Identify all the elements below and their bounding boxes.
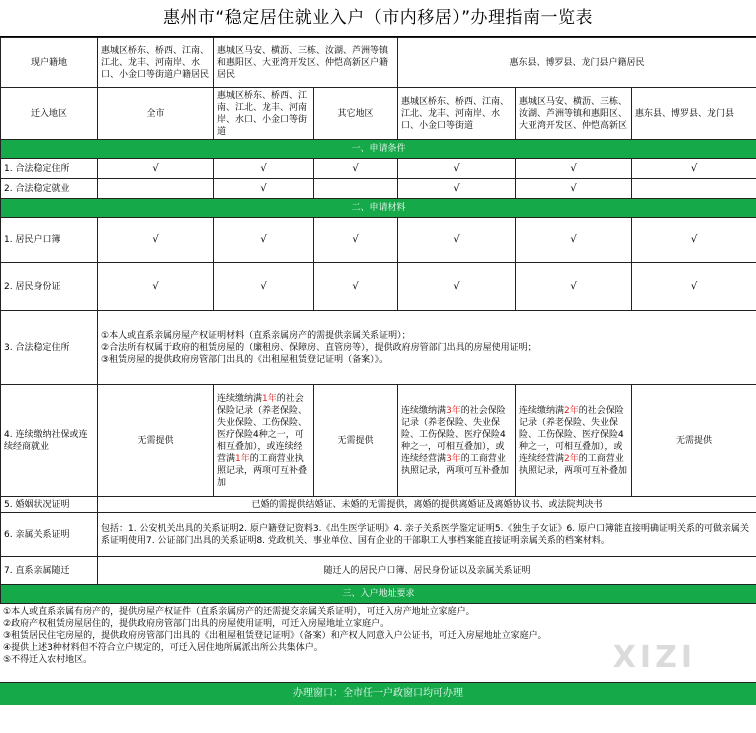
row-mat-3	[1, 311, 756, 385]
hukou-col-2: 惠城区马安、横沥、三栋、汝湖、芦洲等镇和惠阳区、大亚湾开发区、仲恺高新区户籍居民	[214, 38, 398, 88]
check-mark: √	[98, 159, 214, 179]
address-line: ④提供上述3种材料但不符合立户规定的，可迁入居住地所属派出所公共集体户。	[3, 643, 323, 653]
move-col-3: 其它地区	[314, 88, 398, 140]
row-mat-7	[1, 557, 756, 585]
mat-5-label: 5. 婚姻状况证明	[1, 497, 98, 513]
hukou-label: 现户籍地	[1, 38, 98, 88]
move-col-2: 惠城区桥东、桥西、江南、江北、龙丰、河南岸、水口、小金口等街道	[214, 88, 314, 140]
check-mark: √	[98, 263, 214, 311]
address-line: ②政府产权租赁房屋居住的，提供政府房管部门出具的房屋使用证明，可迁入房屋地址立家庭户。	[3, 619, 390, 629]
row-hukou	[1, 38, 756, 88]
row-move	[1, 88, 756, 140]
move-col-1: 全市	[98, 88, 214, 140]
check-mark: √	[516, 218, 632, 263]
row-mat-5	[1, 497, 756, 513]
row-cond-1	[1, 159, 756, 179]
check-mark: √	[314, 218, 398, 263]
check-mark: √	[632, 218, 756, 263]
mat-3-line: ①本人或直系亲属房屋产权证明材料（直系亲属房产的需提供亲属关系证明）；	[101, 330, 411, 341]
row-mat-4	[1, 385, 756, 497]
move-label: 迁入地区	[1, 88, 98, 140]
mat-7-label: 7. 直系亲属随迁	[1, 557, 98, 585]
check-mark: √	[214, 179, 314, 199]
address-line: ⑤不得迁入农村地区。	[3, 655, 93, 665]
mat-3-line: ②合法所有权属于政府的租赁房屋的（廉租房、保障房、直管房等），提供政府房管部门出具的房屋使用证明；	[101, 342, 537, 353]
watermark-logo: XIZI	[612, 640, 696, 675]
section-address: 三、入户地址要求	[1, 585, 756, 604]
check-mark: √	[314, 159, 398, 179]
hukou-col-3: 惠东县、博罗县、龙门县户籍居民	[398, 38, 756, 88]
mat-3-line: ③租赁房屋的提供政府房管部门出具的《出租屋租赁登记证明（备案）》。	[101, 354, 389, 365]
check-mark: √	[516, 179, 632, 199]
mat-6-text: 包括：1. 公安机关出具的关系证明2. 原户籍登记资料3.《出生医学证明》4. 亲子关系医学鉴定证明5.《独生子女证》6. 原户口簿能直接明确证明关系的可做亲属关系证明使用7. 公证部门出具的关系证明8. 党政机关、事业单位、国有企业的干部职工人事档案能直接证明亲属关系的档案材料。	[98, 513, 756, 557]
move-col-5: 惠城区马安、横沥、三栋、汝湖、芦洲等镇和惠阳区、大亚湾开发区、仲恺高新区	[516, 88, 632, 140]
mat-3-text	[98, 311, 756, 385]
hukou-col-1: 惠城区桥东、桥西、江南、江北、龙丰、河南岸、水口、小金口等街道户籍居民	[98, 38, 214, 88]
insurance-1y: 连续缴纳满1年的社会保险记录（养老保险、失业保险、工伤保险、医疗保险4种之一，可相互叠加），或连续经营满1年的工商营业执照记录，两项可互补叠加	[214, 385, 314, 497]
check-mark: √	[214, 159, 314, 179]
mat-7-text: 随迁人的居民户口簿、居民身份证以及亲属关系证明	[98, 557, 756, 585]
section-row	[1, 199, 756, 218]
row-mat-6	[1, 513, 756, 557]
move-col-6: 惠东县、博罗县、龙门县	[632, 88, 756, 140]
mat-2-label: 2. 居民身份证	[1, 263, 98, 311]
check-mark: √	[98, 218, 214, 263]
check-mark: √	[516, 263, 632, 311]
address-line: ③租赁居民住宅房屋的，提供政府房管部门出具的《出租屋租赁登记证明》（备案）和产权人同意入户公证书，可迁入房屋地址立家庭户。	[3, 631, 547, 641]
service-window: 办理窗口：全市任一户政窗口均可办理	[0, 683, 756, 705]
insurance-3y: 连续缴纳满3年的社会保险记录（养老保险、失业保险、工伤保险、医疗保险4种之一，可相互叠加），或连续经营满3年的工商营业执照记录，两项可互补叠加	[398, 385, 516, 497]
insurance-2y: 连续缴纳满2年的社会保险记录（养老保险、失业保险、工伤保险、医疗保险4种之一，可相互叠加），或连续经营满2年的工商营业执照记录，两项可互补叠加	[516, 385, 632, 497]
check-mark: √	[632, 159, 756, 179]
section-row	[1, 585, 756, 604]
check-mark: √	[214, 218, 314, 263]
no-need-text: 无需提供	[98, 385, 214, 497]
section-conditions: 一、申请条件	[1, 140, 756, 159]
check-mark: √	[398, 159, 516, 179]
section-row	[1, 140, 756, 159]
section-materials: 二、申请材料	[1, 199, 756, 218]
check-mark: √	[214, 263, 314, 311]
mat-4-label: 4. 连续缴纳社保或连续经商就业	[1, 385, 98, 497]
check-mark: √	[632, 263, 756, 311]
check-mark: √	[398, 218, 516, 263]
check-mark: √	[398, 179, 516, 199]
check-mark: √	[516, 159, 632, 179]
no-need-text: 无需提供	[632, 385, 756, 497]
row-cond-2	[1, 179, 756, 199]
check-mark: √	[314, 263, 398, 311]
page-title: 惠州市“稳定居住就业入户（市内移居）”办理指南一览表	[0, 0, 756, 37]
no-need-text: 无需提供	[314, 385, 398, 497]
guide-table	[0, 37, 756, 604]
move-col-4: 惠城区桥东、桥西、江南、江北、龙丰、河南岸、水口、小金口等街道	[398, 88, 516, 140]
row-mat-1	[1, 218, 756, 263]
cond-2-label: 2. 合法稳定就业	[1, 179, 98, 199]
mat-1-label: 1. 居民户口簿	[1, 218, 98, 263]
cond-1-label: 1. 合法稳定住所	[1, 159, 98, 179]
row-mat-2	[1, 263, 756, 311]
mat-5-text: 已婚的需提供结婚证、未婚的无需提供，离婚的提供离婚证及离婚协议书、或法院判决书	[98, 497, 756, 513]
check-mark: √	[398, 263, 516, 311]
address-line: ①本人或直系亲属有房产的，提供房屋产权证件（直系亲属房产的还需提交亲属关系证明），可迁入房产地址立家庭户。	[3, 607, 475, 617]
mat-3-label: 3. 合法稳定住所	[1, 311, 98, 385]
mat-6-label: 6. 亲属关系证明	[1, 513, 98, 557]
